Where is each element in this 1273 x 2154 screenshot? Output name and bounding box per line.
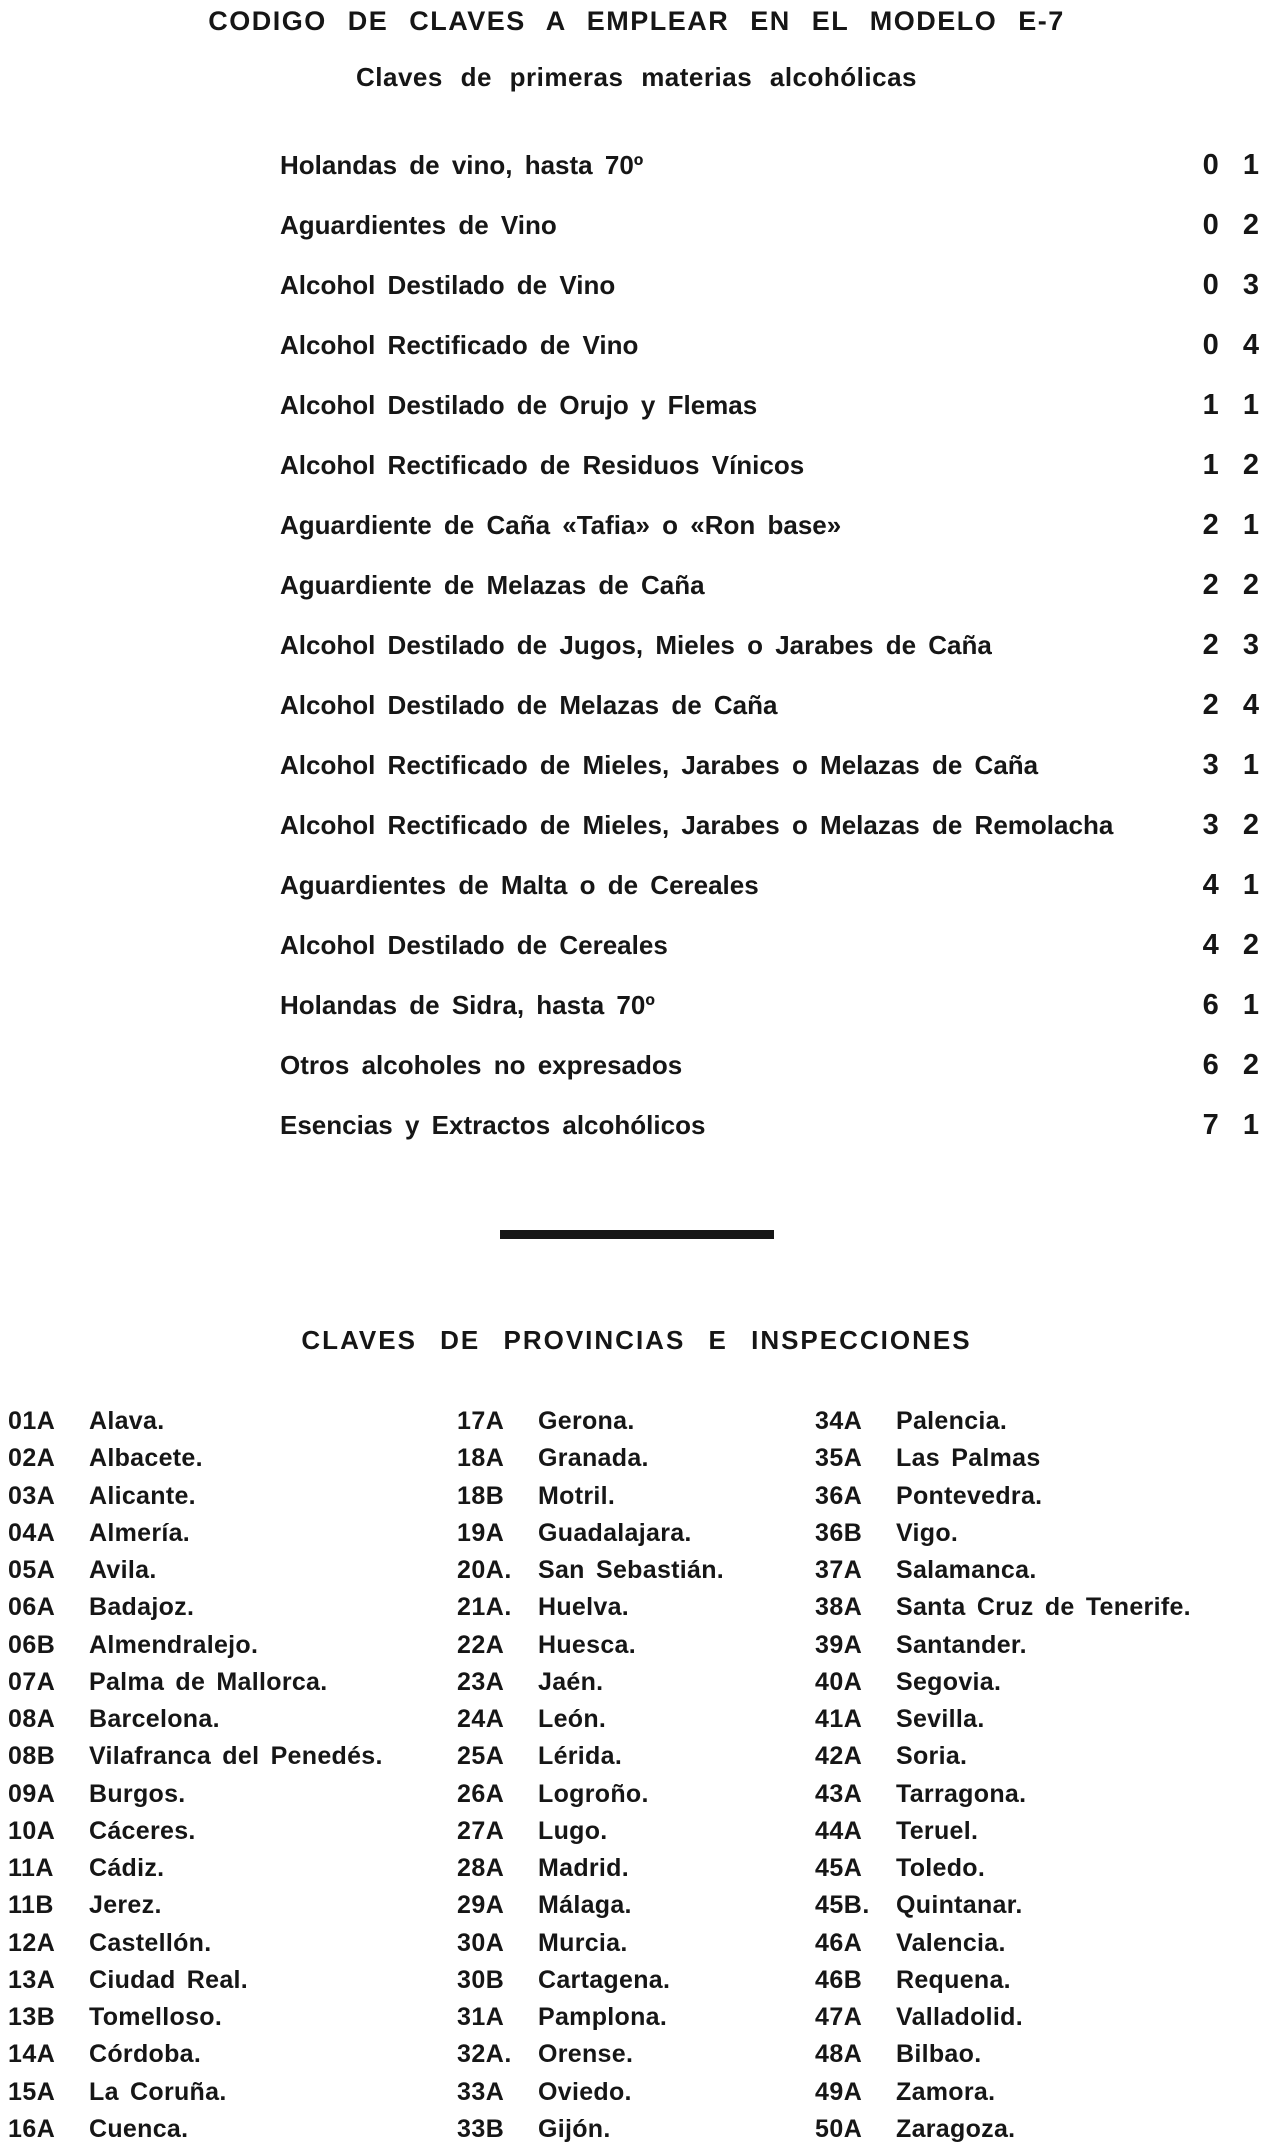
provincia-code: 39A [815, 1630, 863, 1659]
provincia-name: Almendralejo. [89, 1630, 259, 1659]
provincia-row [815, 1925, 1267, 1962]
provincia-code: 03A [8, 1481, 56, 1510]
provincia-name: Teruel. [896, 1816, 979, 1845]
provincia-name: Palma de Mallorca. [89, 1667, 328, 1696]
materia-label: Aguardiente de Caña «Tafia» o «Ron base» [280, 509, 842, 540]
provincia-name: Soria. [896, 1742, 968, 1771]
provincia-name: Avila. [89, 1556, 157, 1585]
materia-row [0, 195, 1273, 255]
provincia-name: Cáceres. [89, 1816, 196, 1845]
provincia-code: 27A [457, 1816, 505, 1845]
provincia-code: 14A [8, 2040, 56, 2069]
provincia-row [815, 1887, 1267, 1924]
materia-row [0, 135, 1273, 195]
provincia-name: Santa Cruz de Tenerife. [896, 1593, 1191, 1622]
provincia-code: 11B [8, 1891, 54, 1920]
provincia-row [457, 1850, 807, 1887]
provincia-row [457, 2036, 807, 2073]
provincia-row [457, 1627, 807, 1664]
provincia-name: Córdoba. [89, 2040, 202, 2069]
provincia-name: Almería. [89, 1518, 191, 1547]
provincia-row [457, 1552, 807, 1589]
provincia-row [457, 1999, 807, 2036]
materia-row [0, 915, 1273, 975]
materia-label: Otros alcoholes no expresados [280, 1049, 683, 1080]
provincia-name: Requena. [896, 1965, 1011, 1994]
provincia-code: 15A [8, 2077, 56, 2106]
provincia-name: Palencia. [896, 1407, 1008, 1436]
provincia-code: 35A [815, 1444, 863, 1473]
provincia-name: Valladolid. [896, 2003, 1023, 2032]
provincia-code: 25A [457, 1742, 505, 1771]
materia-label: Holandas de Sidra, hasta 70º [280, 989, 655, 1020]
provincia-name: Zamora. [896, 2077, 996, 2106]
provincia-code: 46B [815, 1965, 863, 1994]
provincias-column-3 [815, 1403, 1267, 2148]
provincia-row [8, 1664, 448, 1701]
provincia-row [815, 1478, 1267, 1515]
provincia-code: 21A. [457, 1593, 512, 1622]
provincia-code: 19A [457, 1518, 505, 1547]
materia-label: Alcohol Rectificado de Mieles, Jarabes o Melazas de Caña [280, 749, 1039, 780]
provincia-code: 40A [815, 1667, 863, 1696]
provincia-name: Madrid. [538, 1854, 629, 1883]
provincia-row [815, 2074, 1267, 2111]
provincia-code: 13A [8, 1965, 56, 1994]
provincia-row [815, 1850, 1267, 1887]
provincia-row [457, 1887, 807, 1924]
provincia-name: Málaga. [538, 1891, 632, 1920]
provincia-row [8, 1403, 448, 1440]
provincia-row [815, 1738, 1267, 1775]
provincia-name: Jaén. [538, 1667, 604, 1696]
provincia-name: Lérida. [538, 1742, 623, 1771]
materia-label: Aguardientes de Vino [280, 209, 557, 240]
provincia-row [8, 2074, 448, 2111]
provincia-row [457, 1403, 807, 1440]
materia-code: 1 1 [1202, 388, 1267, 421]
provincia-row [815, 1962, 1267, 1999]
materia-code: 0 3 [1202, 268, 1267, 301]
section-divider [500, 1230, 774, 1239]
materia-row [0, 435, 1273, 495]
materia-label: Alcohol Destilado de Jugos, Mieles o Jarabes de Caña [280, 629, 992, 660]
provincia-name: Vigo. [896, 1518, 959, 1547]
provincia-row [8, 1738, 448, 1775]
provincia-name: Ciudad Real. [89, 1965, 249, 1994]
page-title: CODIGO DE CLAVES A EMPLEAR EN EL MODELO E-7 [208, 6, 1065, 36]
provincia-code: 07A [8, 1667, 56, 1696]
provincia-row [457, 2074, 807, 2111]
provincia-code: 31A [457, 2003, 505, 2032]
provincia-name: Pontevedra. [896, 1481, 1043, 1510]
provincia-code: 50A [815, 2114, 863, 2143]
provincia-row [8, 2111, 448, 2148]
provincia-row [8, 1478, 448, 1515]
materia-code: 3 2 [1202, 808, 1267, 841]
provincia-row [8, 1887, 448, 1924]
materia-label: Aguardiente de Melazas de Caña [280, 569, 705, 600]
provincia-row [815, 1515, 1267, 1552]
provincia-name: Zaragoza. [896, 2114, 1016, 2143]
provincia-name: Gijón. [538, 2114, 611, 2143]
provincia-row [815, 2036, 1267, 2073]
materia-row [0, 555, 1273, 615]
provincia-name: Santander. [896, 1630, 1027, 1659]
provincia-code: 26A [457, 1779, 505, 1808]
provincia-row [815, 1664, 1267, 1701]
materia-code: 2 3 [1202, 628, 1267, 661]
provincia-name: Murcia. [538, 1928, 628, 1957]
materia-label: Alcohol Rectificado de Mieles, Jarabes o Melazas de Remolacha [280, 809, 1114, 840]
provincia-name: Pamplona. [538, 2003, 668, 2032]
provincia-name: Cádiz. [89, 1854, 165, 1883]
provincia-name: León. [538, 1705, 607, 1734]
provincia-row [8, 1962, 448, 1999]
provincia-code: 17A [457, 1407, 505, 1436]
provincia-row [815, 2111, 1267, 2148]
section1-title: Claves de primeras materias alcohólicas [356, 62, 917, 92]
provincia-name: Salamanca. [896, 1556, 1037, 1585]
materia-row [0, 315, 1273, 375]
provincia-code: 04A [8, 1518, 56, 1547]
provincia-name: Barcelona. [89, 1705, 220, 1734]
provincia-row [8, 1589, 448, 1626]
provincia-row [8, 2036, 448, 2073]
provincia-code: 24A [457, 1705, 505, 1734]
materia-label: Alcohol Rectificado de Residuos Vínicos [280, 449, 805, 480]
provincia-name: Huelva. [538, 1593, 630, 1622]
provincia-row [8, 1701, 448, 1738]
provincia-code: 42A [815, 1742, 863, 1771]
materia-row [0, 975, 1273, 1035]
provincia-row [815, 1776, 1267, 1813]
materia-label: Esencias y Extractos alcohólicos [280, 1109, 706, 1140]
materia-label: Alcohol Destilado de Vino [280, 269, 616, 300]
provincia-code: 45A [815, 1854, 863, 1883]
provincia-code: 02A [8, 1444, 56, 1473]
provincia-code: 06B [8, 1630, 56, 1659]
provincia-row [8, 1552, 448, 1589]
provincia-name: Alicante. [89, 1481, 196, 1510]
provincia-row [457, 1738, 807, 1775]
materia-code: 2 2 [1202, 568, 1267, 601]
provincia-code: 18B [457, 1481, 505, 1510]
provincia-row [457, 1925, 807, 1962]
provincia-name: Huesca. [538, 1630, 636, 1659]
provincia-code: 33B [457, 2114, 505, 2143]
provincia-code: 30A [457, 1928, 505, 1957]
provincia-row [8, 1627, 448, 1664]
provincia-row [457, 1478, 807, 1515]
provincia-name: Orense. [538, 2040, 634, 2069]
provincia-code: 32A. [457, 2040, 512, 2069]
provincia-row [457, 1515, 807, 1552]
provincias-column-2 [457, 1403, 807, 2148]
provincia-code: 36A [815, 1481, 863, 1510]
materia-code: 4 2 [1202, 928, 1267, 961]
provincia-name: Gerona. [538, 1407, 635, 1436]
provincia-code: 09A [8, 1779, 56, 1808]
provincia-row [8, 1515, 448, 1552]
section2-title: CLAVES DE PROVINCIAS E INSPECCIONES [301, 1325, 972, 1355]
provincia-code: 44A [815, 1816, 863, 1845]
provincias-column-1 [8, 1403, 448, 2148]
provincia-code: 23A [457, 1667, 505, 1696]
provincia-name: Castellón. [89, 1928, 212, 1957]
provincia-row [457, 1664, 807, 1701]
provincia-row [457, 1813, 807, 1850]
provincia-row [815, 1440, 1267, 1477]
materia-code: 0 4 [1202, 328, 1267, 361]
materia-row [0, 495, 1273, 555]
provincia-name: Las Palmas [896, 1444, 1041, 1473]
provincia-name: Burgos. [89, 1779, 186, 1808]
provincia-code: 41A [815, 1705, 863, 1734]
provincia-code: 18A [457, 1444, 505, 1473]
provincia-name: Badajoz. [89, 1593, 195, 1622]
materias-list [0, 135, 1273, 1155]
provincia-code: 30B [457, 1965, 505, 1994]
provincia-row [457, 2111, 807, 2148]
materia-row [0, 1035, 1273, 1095]
provincia-row [457, 1589, 807, 1626]
provincia-name: Albacete. [89, 1444, 203, 1473]
materia-label: Alcohol Destilado de Melazas de Caña [280, 689, 778, 720]
provincia-code: 28A [457, 1854, 505, 1883]
provincia-row [8, 1813, 448, 1850]
provincia-code: 11A [8, 1854, 54, 1883]
provincia-row [815, 1627, 1267, 1664]
provincia-code: 34A [815, 1407, 863, 1436]
provincia-code: 47A [815, 2003, 863, 2032]
provincia-code: 45B. [815, 1891, 870, 1920]
materia-label: Aguardientes de Malta o de Cereales [280, 869, 759, 900]
provincia-row [815, 1589, 1267, 1626]
provincia-name: La Coruña. [89, 2077, 227, 2106]
provincia-name: Tarragona. [896, 1779, 1027, 1808]
materia-row [0, 255, 1273, 315]
materia-code: 3 1 [1202, 748, 1267, 781]
materia-label: Alcohol Destilado de Orujo y Flemas [280, 389, 758, 420]
provincia-row [815, 1701, 1267, 1738]
provincia-name: Oviedo. [538, 2077, 632, 2106]
provincia-name: Jerez. [89, 1891, 162, 1920]
materia-row [0, 375, 1273, 435]
provincia-code: 06A [8, 1593, 56, 1622]
provincia-code: 10A [8, 1816, 56, 1845]
provincia-name: Vilafranca del Penedés. [89, 1742, 383, 1771]
provincia-code: 37A [815, 1556, 863, 1585]
provincia-code: 20A. [457, 1556, 512, 1585]
provincia-code: 43A [815, 1779, 863, 1808]
materia-code: 6 1 [1202, 988, 1267, 1021]
provincia-name: Logroño. [538, 1779, 649, 1808]
provincia-name: Sevilla. [896, 1705, 985, 1734]
provincia-code: 48A [815, 2040, 863, 2069]
provincia-code: 36B [815, 1518, 863, 1547]
provincia-name: Cuenca. [89, 2114, 189, 2143]
provincia-row [8, 1440, 448, 1477]
provincia-name: Quintanar. [896, 1891, 1023, 1920]
provincia-code: 13B [8, 2003, 56, 2032]
materia-label: Holandas de vino, hasta 70º [280, 149, 644, 180]
provincia-row [457, 1776, 807, 1813]
provincia-name: Segovia. [896, 1667, 1002, 1696]
materia-code: 6 2 [1202, 1048, 1267, 1081]
provincia-code: 33A [457, 2077, 505, 2106]
provincia-row [457, 1440, 807, 1477]
provincia-code: 46A [815, 1928, 863, 1957]
provincia-name: Cartagena. [538, 1965, 671, 1994]
provincia-row [815, 1552, 1267, 1589]
provincia-row [815, 1999, 1267, 2036]
materia-row [0, 1095, 1273, 1155]
materia-label: Alcohol Rectificado de Vino [280, 329, 639, 360]
materia-row [0, 675, 1273, 735]
provincia-name: Valencia. [896, 1928, 1006, 1957]
materia-row [0, 795, 1273, 855]
provincia-code: 22A [457, 1630, 505, 1659]
provincia-name: Motril. [538, 1481, 616, 1510]
provincia-row [457, 1701, 807, 1738]
provincia-name: Granada. [538, 1444, 649, 1473]
provincia-name: Toledo. [896, 1854, 986, 1883]
provincia-row [8, 1925, 448, 1962]
provincia-row [815, 1813, 1267, 1850]
provincia-row [8, 1850, 448, 1887]
materia-row [0, 855, 1273, 915]
provincia-name: Alava. [89, 1407, 165, 1436]
provincia-row [8, 1776, 448, 1813]
provincia-name: San Sebastián. [538, 1556, 725, 1585]
provincia-code: 12A [8, 1928, 56, 1957]
provincia-code: 08A [8, 1705, 56, 1734]
provincia-code: 38A [815, 1593, 863, 1622]
provincia-code: 08B [8, 1742, 56, 1771]
materia-code: 4 1 [1202, 868, 1267, 901]
materia-code: 1 2 [1202, 448, 1267, 481]
provincia-row [8, 1999, 448, 2036]
materia-code: 0 2 [1202, 208, 1267, 241]
provincia-name: Lugo. [538, 1816, 608, 1845]
provincia-code: 01A [8, 1407, 56, 1436]
materia-code: 7 1 [1202, 1108, 1267, 1141]
materia-code: 0 1 [1202, 148, 1267, 181]
materia-label: Alcohol Destilado de Cereales [280, 929, 668, 960]
provincia-code: 29A [457, 1891, 505, 1920]
provincia-name: Tomelloso. [89, 2003, 223, 2032]
provincia-name: Bilbao. [896, 2040, 982, 2069]
provincia-row [815, 1403, 1267, 1440]
materia-code: 2 4 [1202, 688, 1267, 721]
provincia-row [457, 1962, 807, 1999]
materia-row [0, 615, 1273, 675]
provincia-code: 16A [8, 2114, 56, 2143]
provincia-code: 05A [8, 1556, 56, 1585]
provincia-name: Guadalajara. [538, 1518, 692, 1547]
materia-row [0, 735, 1273, 795]
provincia-code: 49A [815, 2077, 863, 2106]
materia-code: 2 1 [1202, 508, 1267, 541]
